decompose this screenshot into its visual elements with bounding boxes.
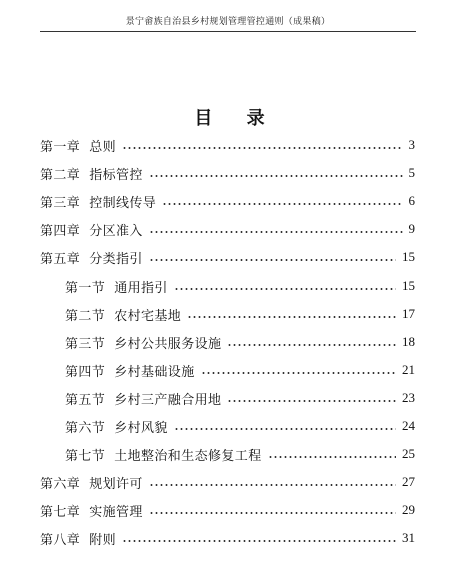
- toc-entry-title: 土地整治和生态修复工程: [114, 448, 262, 464]
- toc-entry-label: [40, 164, 143, 183]
- dot-leader: [149, 252, 396, 262]
- toc-entry-title: 附则: [89, 532, 117, 548]
- toc-entry-label: [40, 529, 116, 548]
- toc-entry-title: 乡村三产融合用地: [114, 392, 222, 408]
- toc-entry-chapter-7[interactable]: [40, 501, 415, 519]
- toc-entry-number: 第二节: [65, 308, 106, 324]
- dot-leader: [162, 196, 402, 206]
- toc-entry-title: 农村宅基地: [114, 308, 182, 324]
- toc-page-number: 18: [402, 334, 415, 349]
- dot-leader: [227, 393, 396, 403]
- toc-entry-chapter-6[interactable]: [40, 473, 415, 491]
- toc-entry-title: 规划许可: [89, 476, 143, 492]
- toc-entry-section-6[interactable]: [65, 417, 415, 435]
- toc-entry-number: 第四节: [65, 364, 106, 380]
- dot-leader: [149, 224, 403, 234]
- toc-page-number: 27: [402, 474, 415, 489]
- dot-leader: [149, 168, 403, 178]
- toc-entry-number: 第一节: [65, 280, 106, 296]
- toc-entry-label: [65, 361, 195, 380]
- toc-title: 目 录: [194, 108, 279, 129]
- toc-entry-title: 乡村基础设施: [114, 364, 195, 380]
- toc-entry-label: [40, 248, 143, 267]
- toc-entry-number: 第五章: [40, 251, 81, 267]
- toc-entry-title: 分类指引: [89, 251, 143, 267]
- toc-entry-title: 乡村公共服务设施: [114, 336, 222, 352]
- toc-entry-number: 第七节: [65, 448, 106, 464]
- toc-entry-label: [65, 389, 221, 408]
- toc-entry-label: [40, 473, 143, 492]
- toc-page-number: 5: [408, 165, 415, 180]
- toc-page-number: 17: [402, 306, 415, 321]
- toc-page-number: 3: [408, 137, 415, 152]
- toc-entry-number: 第二章: [40, 167, 81, 183]
- toc-entry-section-2[interactable]: [65, 305, 415, 323]
- toc-page-number: 15: [402, 249, 415, 264]
- toc-entry-title: 实施管理: [89, 504, 143, 520]
- toc-page-number: 25: [402, 446, 415, 461]
- toc-entry-title: 分区准入: [89, 223, 143, 239]
- dot-leader: [122, 533, 396, 543]
- toc-entry-number: 第四章: [40, 223, 81, 239]
- toc-entry-label: [65, 305, 181, 324]
- toc-entry-title: 控制线传导: [89, 195, 157, 211]
- toc-entry-title: 总则: [89, 139, 117, 155]
- toc-entry-label: [65, 333, 221, 352]
- toc-page-number: 6: [408, 193, 415, 208]
- toc-entry-section-4[interactable]: [65, 361, 415, 379]
- toc-page-number: 21: [402, 362, 415, 377]
- dot-leader: [268, 449, 396, 459]
- toc-page-number: 15: [402, 278, 415, 293]
- toc-entry-title: 乡村风貌: [114, 420, 168, 436]
- toc-entry-number: 第三章: [40, 195, 81, 211]
- toc-entry-section-1[interactable]: [65, 277, 415, 295]
- toc-entry-label: [65, 445, 262, 464]
- toc-entry-label: [65, 417, 168, 436]
- toc-entry-label: [40, 220, 143, 239]
- toc-page-number: 31: [402, 530, 415, 545]
- dot-leader: [187, 309, 396, 319]
- toc-entry-section-5[interactable]: [65, 389, 415, 407]
- toc-entry-title: 通用指引: [114, 280, 168, 296]
- toc-entry-number: 第三节: [65, 336, 106, 352]
- toc-entry-label: [40, 192, 156, 211]
- running-header: 景宁畲族自治县乡村规划管理管控通则（成果稿）: [125, 17, 331, 27]
- toc-entry-number: 第一章: [40, 139, 81, 155]
- toc-entry-label: [40, 501, 143, 520]
- toc-entry-section-7[interactable]: [65, 445, 415, 463]
- toc-entry-chapter-2[interactable]: [40, 164, 415, 182]
- toc-entry-title: 指标管控: [89, 167, 143, 183]
- toc-entry-section-3[interactable]: [65, 333, 415, 351]
- dot-leader: [227, 337, 396, 347]
- toc-entry-number: 第六章: [40, 476, 81, 492]
- toc-entry-chapter-3[interactable]: [40, 192, 415, 210]
- dot-leader: [149, 477, 396, 487]
- toc-page-number: 23: [402, 390, 415, 405]
- dot-leader: [122, 140, 402, 150]
- toc-entry-chapter-1[interactable]: [40, 136, 415, 154]
- toc-page-number: 9: [408, 221, 415, 236]
- toc-entry-chapter-5[interactable]: [40, 248, 415, 266]
- toc-entry-label: [40, 136, 116, 155]
- dot-leader: [201, 365, 396, 375]
- toc-entry-label: [65, 277, 168, 296]
- toc-entry-number: 第六节: [65, 420, 106, 436]
- dot-leader: [174, 281, 396, 291]
- toc-entry-number: 第八章: [40, 532, 81, 548]
- toc-entry-chapter-8[interactable]: [40, 529, 415, 547]
- dot-leader: [174, 421, 396, 431]
- toc-page-number: 24: [402, 418, 415, 433]
- toc-entry-chapter-4[interactable]: [40, 220, 415, 238]
- toc-entry-number: 第七章: [40, 504, 81, 520]
- toc-page-number: 29: [402, 502, 415, 517]
- toc-entry-number: 第五节: [65, 392, 106, 408]
- dot-leader: [149, 505, 396, 515]
